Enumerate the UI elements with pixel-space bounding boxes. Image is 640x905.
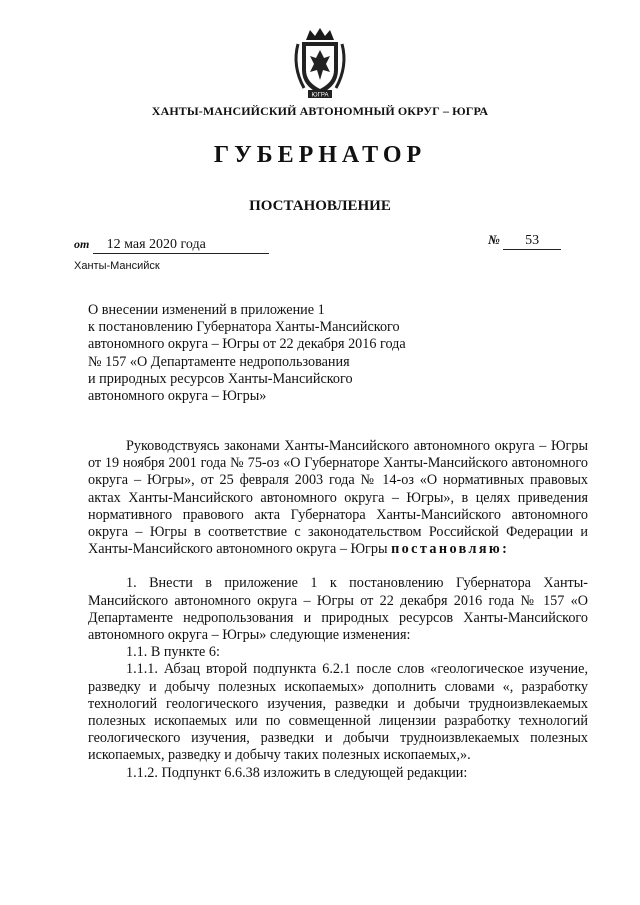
resolve-word: постановляю: [391, 541, 510, 558]
date-line [74, 236, 269, 254]
subject-line: О внесении изменений в приложение 1 [88, 302, 325, 318]
office-title: ГУБЕРНАТОР [213, 142, 427, 168]
document-number: 53 [503, 233, 561, 250]
subject-line: автономного округа – Югры от 22 декабря 2016 года [88, 336, 406, 353]
subject-block [88, 302, 428, 405]
item-1: 1. Внести в приложение 1 к постановлению Губернатора Ханты-Мансийского автономного округа – Югры от 22 декабря 2016 года № 157 «О Департаменте недропользования и природных ресурсов Ханты-Мансийского автономного округа – Югры» следующие изменения: [88, 575, 588, 644]
number-line [488, 232, 561, 250]
subject-line: и природных ресурсов Ханты-Мансийского [88, 370, 353, 387]
emblem-ribbon-text: ЮГРА [311, 92, 329, 99]
number-prefix: № [488, 232, 500, 247]
date-prefix: от [74, 237, 90, 251]
decree-body [88, 438, 588, 782]
subject-line: автономного округа – Югры» [88, 388, 267, 405]
subject-line: к постановлению Губернатора Ханты-Мансийского [88, 319, 400, 336]
document-date: 12 мая 2020 года [93, 237, 269, 254]
region-name: ХАНТЫ-МАНСИЙСКИЙ АВТОНОМНЫЙ ОКРУГ – ЮГРА [151, 104, 489, 118]
document-type: ПОСТАНОВЛЕНИЕ [249, 198, 391, 214]
subject-line: № 157 «О Департаменте недропользования [88, 353, 350, 370]
item-1-1-2: 1.1.2. Подпункт 6.6.38 изложить в следующей редакции: [126, 764, 468, 781]
issue-city: Ханты-Мансийск [74, 260, 160, 272]
preamble-paragraph [88, 438, 588, 558]
item-1-1: 1.1. В пункте 6: [126, 644, 220, 661]
item-1-1-1: 1.1.1. Абзац второй подпункта 6.2.1 после слов «геологическое изучение, разведку и добычу полезных ископаемых» дополнить словами «, разработку технологий геологического изучения, разведки и добычи трудноизвлекаемых полезных ископаемых или по совмещенной лицензии разработку технологий геологического изучения, разведки и добычи трудноизвлекаемых полезных ископаемых, разведку и добычу таких полезных ископаемых,». [88, 661, 588, 764]
preamble-text: Руководствуясь законами Ханты-Мансийского автономного округа – Югры от 19 ноября 2001 года № 75-оз «О Губернаторе Ханты-Мансийского автономного округа – Югры», от 25 февраля 2003 года № 14-оз «О нормативных правовых актах Ханты-Мансийского автономного округа – Югры», в целях приведения нормативного правового акта Губернатора Ханты-Мансийского автономного округа – Югры в соответствие с законодательством Российской Федерации и Ханты-Мансийского автономного округа – Югры [88, 438, 588, 558]
coat-of-arms-emblem [290, 26, 350, 100]
